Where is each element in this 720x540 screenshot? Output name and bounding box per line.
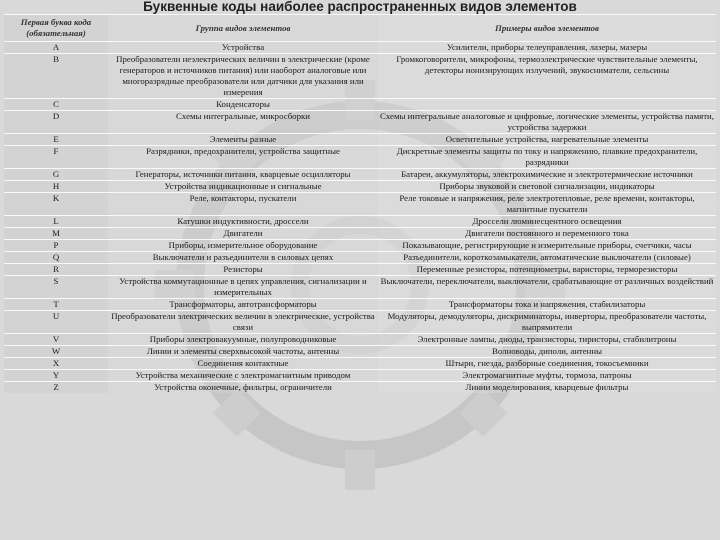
row-code: M	[4, 228, 108, 240]
row-code: W	[4, 346, 108, 358]
row-code: G	[4, 169, 108, 181]
row-code: Q	[4, 252, 108, 264]
table-row	[4, 252, 716, 264]
table-row	[4, 216, 716, 228]
table-row	[4, 276, 716, 299]
table-row	[4, 228, 716, 240]
table-row	[4, 169, 716, 181]
row-code: A	[4, 42, 108, 54]
row-group: Устройства коммутационные в цепях управления, сигнализации и измерительных	[108, 276, 378, 299]
row-examples: Двигатели постоянного и переменного тока	[378, 228, 716, 240]
row-group: Выключатели и разъединители в силовых цепях	[108, 252, 378, 264]
row-examples: Дискретные элементы защиты по току и напряжению, плавкие предохранители, разрядники	[378, 146, 716, 169]
row-group: Устройства индикационные и сигнальные	[108, 181, 378, 193]
table-row	[4, 299, 716, 311]
row-examples: Трансформаторы тока и напряжения, стабилизаторы	[378, 299, 716, 311]
row-code: D	[4, 111, 108, 134]
row-examples: Штыри, гнезда, разборные соединения, токосъемники	[378, 358, 716, 370]
table-row	[4, 311, 716, 334]
row-group: Резисторы	[108, 264, 378, 276]
row-group: Катушки индуктивности, дроссели	[108, 216, 378, 228]
row-code: S	[4, 276, 108, 299]
row-group: Приборы электровакуумные, полупроводниковые	[108, 334, 378, 346]
row-group: Разрядники, предохранители, устройства защитные	[108, 146, 378, 169]
table-row	[4, 134, 716, 146]
row-examples: Приборы звуковой и световой сигнализации, индикаторы	[378, 181, 716, 193]
table-row	[4, 99, 716, 111]
table-row	[4, 181, 716, 193]
row-group: Конденсаторы	[108, 99, 378, 111]
row-code: L	[4, 216, 108, 228]
table-row	[4, 111, 716, 134]
row-code: F	[4, 146, 108, 169]
row-group: Устройства механические с электромагнитным приводом	[108, 370, 378, 382]
table-row	[4, 334, 716, 346]
row-code: U	[4, 311, 108, 334]
table-row	[4, 193, 716, 216]
row-code: V	[4, 334, 108, 346]
row-code: T	[4, 299, 108, 311]
row-code: X	[4, 358, 108, 370]
row-examples: Электронные лампы, диоды, транзисторы, тиристоры, стабилитроны	[378, 334, 716, 346]
row-code: C	[4, 99, 108, 111]
row-code: E	[4, 134, 108, 146]
row-group: Схемы интегральные, микросборки	[108, 111, 378, 134]
row-code: Y	[4, 370, 108, 382]
row-group: Преобразователи электрических величин в электрические, устройства связи	[108, 311, 378, 334]
row-examples: Громкоговорители, микрофоны, термоэлектрические чувствительные элементы, детекторы ионизирующих излучений, звукосниматели, сельсины	[378, 54, 716, 99]
row-examples: Осветительные устройства, нагревательные элементы	[378, 134, 716, 146]
table-row	[4, 146, 716, 169]
row-examples: Выключатели, переключатели, выключатели, срабатывающие от различных воздействий	[378, 276, 716, 299]
table-row	[4, 54, 716, 99]
table-body	[4, 42, 716, 394]
row-examples: Батареи, аккумуляторы, электрохимические и электротермические источники	[378, 169, 716, 181]
header-examples: Примеры видов элементов	[378, 15, 716, 42]
row-examples: Электромагнитные муфты, тормоза, патроны	[378, 370, 716, 382]
row-examples: Показывающие, регистрирующие и измерительные приборы, счетчики, часы	[378, 240, 716, 252]
row-group: Генераторы, источники питания, кварцевые осцилляторы	[108, 169, 378, 181]
row-group: Трансформаторы, автотрансформаторы	[108, 299, 378, 311]
row-code: Z	[4, 382, 108, 394]
codes-table	[4, 14, 716, 393]
row-examples	[378, 99, 716, 111]
row-examples: Реле токовые и напряжения, реле электротепловые, реле времени, контакторы, магнитные пускатели	[378, 193, 716, 216]
table-header-row	[4, 15, 716, 42]
row-examples: Волноводы, диполи, антенны	[378, 346, 716, 358]
row-code: K	[4, 193, 108, 216]
header-group: Группа видов элементов	[108, 15, 378, 42]
row-group: Реле, контакторы, пускатели	[108, 193, 378, 216]
row-group: Устройства	[108, 42, 378, 54]
row-group: Соединения контактные	[108, 358, 378, 370]
row-group: Преобразователи неэлектрических величин в электрические (кроме генераторов и источников питания) или наоборот аналоговые или многоразрядные преобразователи или датчики для указания или измерения	[108, 54, 378, 99]
row-examples: Линии моделирования, кварцевые фильтры	[378, 382, 716, 394]
row-code: R	[4, 264, 108, 276]
header-code: Первая буква кода (обязательная)	[4, 15, 108, 42]
row-group: Приборы, измерительное оборудование	[108, 240, 378, 252]
table-row	[4, 370, 716, 382]
row-code: H	[4, 181, 108, 193]
page-title: Буквенные коды наиболее распространенных видов элементов	[143, 0, 577, 14]
table-row	[4, 346, 716, 358]
table-row	[4, 382, 716, 394]
row-group: Линии и элементы сверхвысокой частоты, антенны	[108, 346, 378, 358]
table-row	[4, 42, 716, 54]
table-row	[4, 358, 716, 370]
table-row	[4, 264, 716, 276]
row-group: Устройства оконечные, фильтры, ограничители	[108, 382, 378, 394]
row-examples: Дроссели люминесцентного освещения	[378, 216, 716, 228]
row-examples: Усилители, приборы телеуправления, лазеры, мазеры	[378, 42, 716, 54]
row-group: Двигатели	[108, 228, 378, 240]
row-code: P	[4, 240, 108, 252]
row-examples: Переменные резисторы, потенциометры, варисторы, терморезисторы	[378, 264, 716, 276]
row-examples: Модуляторы, демодуляторы, дискриминаторы, инверторы, преобразователи частоты, выпрямители	[378, 311, 716, 334]
row-examples: Разъединители, короткозамыкатели, автоматические выключатели (силовые)	[378, 252, 716, 264]
table-row	[4, 240, 716, 252]
row-examples: Схемы интегральные аналоговые и цифровые, логические элементы, устройства памяти, устройства задержки	[378, 111, 716, 134]
row-code: B	[4, 54, 108, 99]
row-group: Элементы разные	[108, 134, 378, 146]
